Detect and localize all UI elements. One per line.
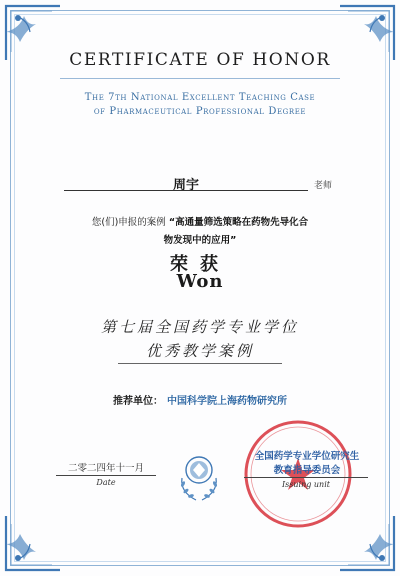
date-label: Date (96, 478, 116, 487)
case-title-part-1: “高通量筛选策略在药物先导化合 (168, 217, 309, 228)
date-underline (56, 475, 156, 476)
subtitle-line-2: of Pharmaceutical Professional Degree (93, 106, 307, 117)
recipient-row (64, 172, 342, 194)
corner-ornament-bottom-left (2, 512, 64, 574)
certificate-title: CERTIFICATE OF HONOR (69, 50, 331, 70)
won-chinese: 荣获 (170, 254, 230, 275)
case-title-part-2: 物发现中的应用” (163, 235, 237, 246)
date-value: 二零二四年十一月 (67, 463, 144, 474)
case-line-1 (0, 214, 400, 228)
award-line-2: 优秀教学案例 (145, 342, 254, 360)
title-divider (60, 78, 340, 79)
award-underline (118, 363, 282, 364)
award-line-1: 第七届全国药学专业学位 (100, 318, 299, 336)
issuer-label: Issuing unit (282, 480, 330, 489)
recipient-name: 周宇 (172, 178, 199, 193)
recommend-unit: 中国科学院上海药物研究所 (167, 396, 287, 407)
issuer-line-2: 教育指导委员会 (273, 465, 341, 476)
recommend-unit-row (0, 392, 400, 407)
recommend-label: 推荐单位： (113, 396, 163, 407)
recipient-underline (64, 190, 308, 191)
subtitle-line-1: The 7th National Excellent Teaching Case (84, 92, 316, 103)
recipient-suffix: 老师 (314, 181, 333, 191)
issuer-underline (244, 477, 368, 478)
case-intro: 您(们)申报的案例 (91, 217, 166, 228)
issuer-line-1: 全国药学专业学位研究生 (254, 451, 360, 462)
laurel-emblem-icon (174, 448, 224, 508)
case-line-2 (0, 232, 400, 246)
won-english: Won (176, 271, 224, 292)
